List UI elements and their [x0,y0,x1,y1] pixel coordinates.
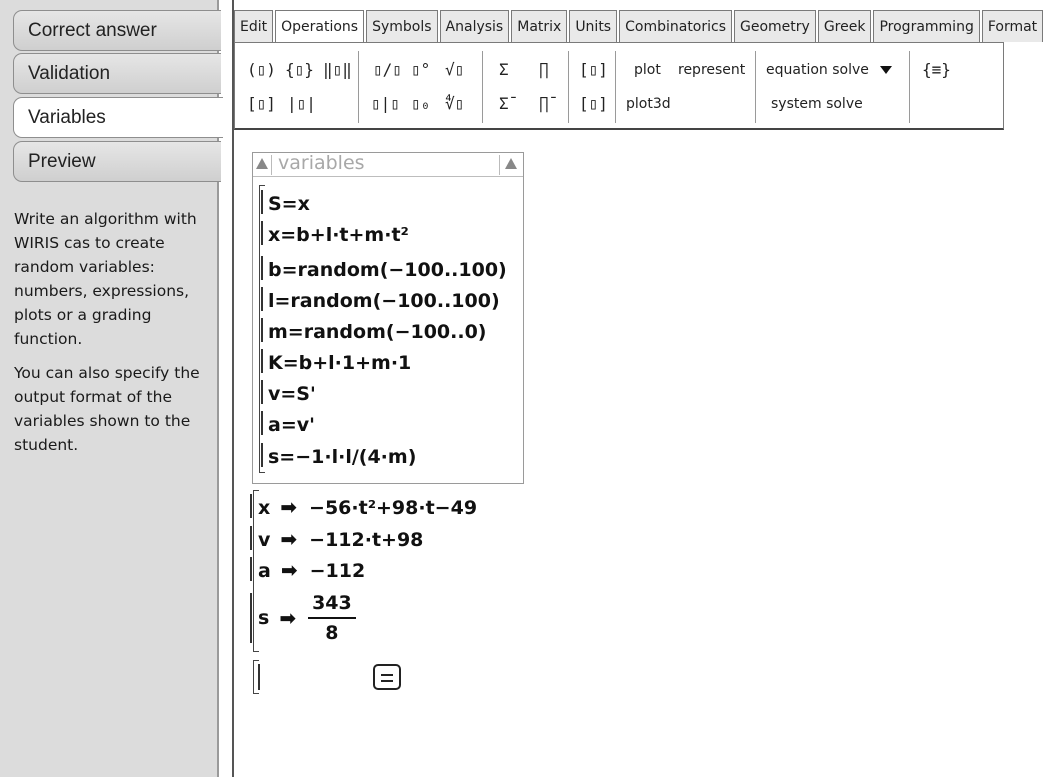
arrow-right-icon: ➡ [279,606,297,630]
code-line[interactable]: v=S' [261,380,316,405]
tab-validation[interactable]: Validation [13,53,221,94]
dropdown-arrow-icon[interactable] [880,66,892,74]
fraction-icon[interactable]: ▯/▯ [373,60,402,79]
tab-preview[interactable]: Preview [13,141,221,182]
arithmetic-group [359,51,483,123]
arrow-right-icon: ➡ [280,527,298,551]
superscript-icon[interactable]: ▯° [411,60,431,79]
arrow-right-icon: ➡ [280,495,298,519]
header-separator [271,155,272,175]
division-icon[interactable]: ▯|▯ [371,94,400,113]
tab-variables[interactable]: Variables [13,97,223,138]
plot-button[interactable]: plot [634,62,661,78]
braces-icon[interactable]: {▯} [285,60,314,79]
absolute-value-icon[interactable]: |▯| [287,94,316,113]
evaluate-button[interactable] [373,664,401,690]
collapse-triangle-icon[interactable] [256,158,268,169]
variables-block-header [253,153,523,177]
tab-operations[interactable]: Operations [275,10,364,44]
nth-root-icon[interactable]: ∜▯ [445,94,465,113]
fraction: $\frac{343}{8}$ [308,589,356,647]
tab-correct-answer[interactable]: Correct answer [13,10,221,51]
product-limits-icon[interactable]: ∏̄ [539,94,549,113]
matrix-bracket-icon[interactable]: [▯] [579,60,608,79]
code-line[interactable]: m=random(−100..0) [261,318,487,343]
plot3d-button[interactable]: plot3d [626,96,671,112]
toolbar-tabs [234,10,1045,42]
represent-button[interactable]: represent [678,62,746,78]
header-separator-right [499,155,500,175]
equation-solve-button[interactable]: equation solve [766,62,869,78]
tab-geometry[interactable]: Geometry [734,10,816,42]
system-solve-button[interactable]: system solve [771,96,863,112]
tab-greek[interactable]: Greek [818,10,872,42]
subscript-icon[interactable]: ▯₀ [411,94,431,113]
code-line[interactable]: s=−1·l·l/(4·m) [261,443,416,468]
code-line[interactable]: a=v' [261,411,315,436]
cas-editor [232,0,1038,777]
tab-analysis[interactable]: Analysis [440,10,510,42]
result-line[interactable]: s ➡ $\frac{343}{8}$ [250,589,356,647]
tab-combinatorics[interactable]: Combinatorics [619,10,732,42]
bracket-group [235,51,359,123]
code-line[interactable]: l=random(−100..100) [261,287,500,312]
code-line[interactable]: S=x [261,190,310,215]
matrix-bracket-group [569,51,616,123]
expand-triangle-icon[interactable] [505,158,517,169]
tab-programming[interactable]: Programming [873,10,979,42]
tab-matrix[interactable]: Matrix [511,10,567,42]
tab-edit[interactable]: Edit [234,10,273,42]
tab-symbols[interactable]: Symbols [366,10,437,42]
tab-format[interactable]: Format [982,10,1043,42]
parentheses-icon[interactable]: (▯) [247,60,276,79]
help-paragraph-2: You can also specify the output format of the variables shown to the student. [14,364,200,454]
sidebar [0,0,219,777]
arrow-right-icon: ➡ [280,558,298,582]
help-text [14,207,214,467]
tab-units[interactable]: Units [569,10,617,42]
product-icon[interactable]: ∏ [539,60,549,79]
result-line[interactable]: x ➡ −56·t²+98·t−49 [250,494,477,519]
operations-toolbar [234,42,1004,130]
code-line[interactable]: x=b+l·t+m·t² [261,221,409,246]
result-line[interactable]: a ➡ −112 [250,557,365,582]
sum-limits-icon[interactable]: Σ̄ [499,94,509,113]
code-line[interactable]: K=b+l·1+m·1 [261,349,411,374]
block-braces-icon[interactable]: {≡} [922,60,951,79]
block-group [910,51,960,123]
solve-group [756,51,910,123]
variables-block-title: variables [278,152,365,174]
input-cursor[interactable] [258,664,260,690]
plot-group [616,51,756,123]
norm-icon[interactable]: ‖▯‖ [323,60,352,79]
square-root-icon[interactable]: √▯ [445,60,465,79]
result-line[interactable]: v ➡ −112·t+98 [250,526,423,551]
square-brackets-icon[interactable]: [▯] [247,94,276,113]
matrix-bracket-alt-icon[interactable]: [▯] [579,94,608,113]
help-paragraph-1: Write an algorithm with WIRIS cas to create random variables: numbers, expressions, plots or a grading function. [14,210,197,348]
sum-icon[interactable]: Σ [499,60,509,79]
code-line[interactable]: b=random(−100..100) [261,256,507,281]
sum-product-group [483,51,569,123]
